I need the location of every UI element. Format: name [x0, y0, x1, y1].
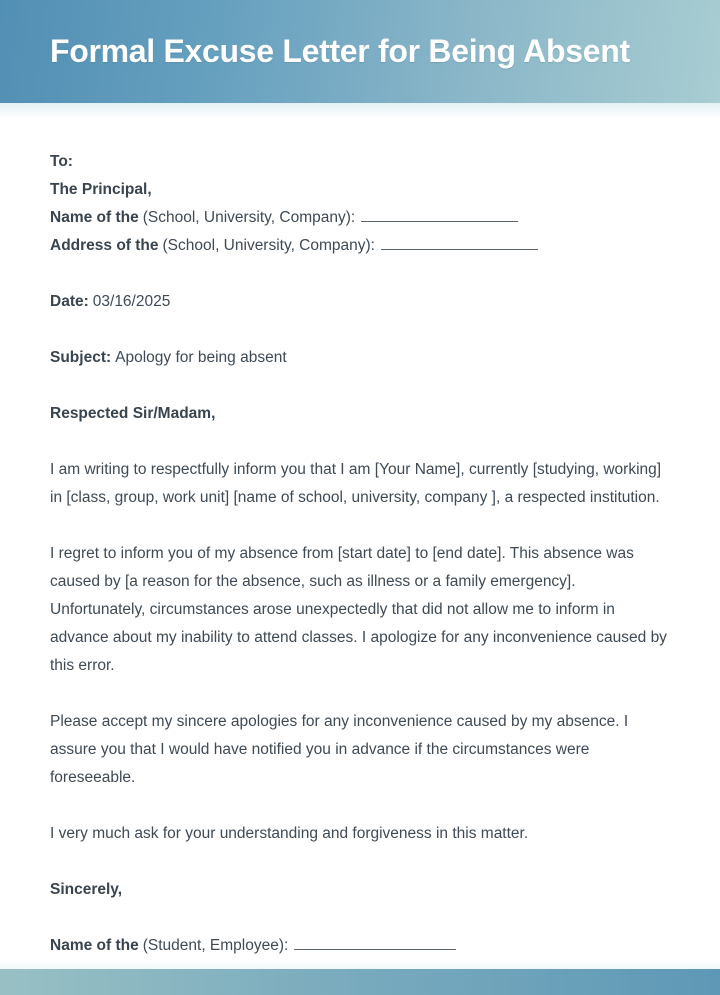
fill-in-line — [361, 221, 518, 222]
closing-sincerely: Sincerely, — [50, 881, 123, 898]
subject-line — [50, 344, 670, 372]
fill-in-line — [381, 249, 538, 250]
footer-band — [0, 969, 720, 995]
recipient-block — [50, 148, 670, 260]
page-title: Formal Excuse Letter for Being Absent — [50, 33, 630, 69]
signature-name-suffix: (Student, Employee): — [142, 937, 289, 954]
signature-line — [50, 932, 670, 960]
date-value: 03/16/2025 — [92, 293, 171, 310]
date-label: Date: — [50, 293, 89, 310]
subject-value: Apology for being absent — [115, 349, 287, 366]
subject-label: Subject: — [50, 349, 112, 366]
recipient-address-suffix: (School, University, Company): — [162, 237, 375, 254]
recipient-name-line: Name of the (School, University, Company): — [50, 204, 670, 232]
header-fade — [0, 103, 720, 120]
recipient-address-line: Address of the (School, University, Company): — [50, 232, 670, 260]
paragraph: Please accept my sincere apologies for any inconvenience caused by my absence. I assure you that I would have notified you in advance if the circumstances were foreseeable. — [50, 713, 629, 786]
salutation: Respected Sir/Madam, — [50, 405, 216, 422]
footer-fade — [0, 959, 720, 969]
header-band — [0, 0, 720, 103]
paragraph: I am writing to respectfully inform you that I am [Your Name], currently [studying, working] in [class, group, work unit] [name of school, university, company ], a respected institution. — [50, 461, 662, 506]
signature-name-label: Name of the — [50, 937, 139, 954]
letter-body — [0, 120, 720, 960]
date-line — [50, 288, 670, 316]
fill-in-line — [294, 949, 456, 950]
to-label: To: — [50, 153, 73, 170]
recipient-name-suffix: (School, University, Company): — [142, 209, 356, 226]
paragraph: I regret to inform you of my absence from [start date] to [end date]. This absence was caused by [a reason for the absence, such as illness or a family emergency]. Unfortunately, circumstances arose unexpectedly that did not allow me to inform in advance about my inability to attend classes. I apologize for any inconvenience caused by this error. — [50, 545, 667, 674]
paragraph: I very much ask for your understanding and forgiveness in this matter. — [50, 825, 529, 842]
recipient-line: The Principal, — [50, 181, 152, 198]
